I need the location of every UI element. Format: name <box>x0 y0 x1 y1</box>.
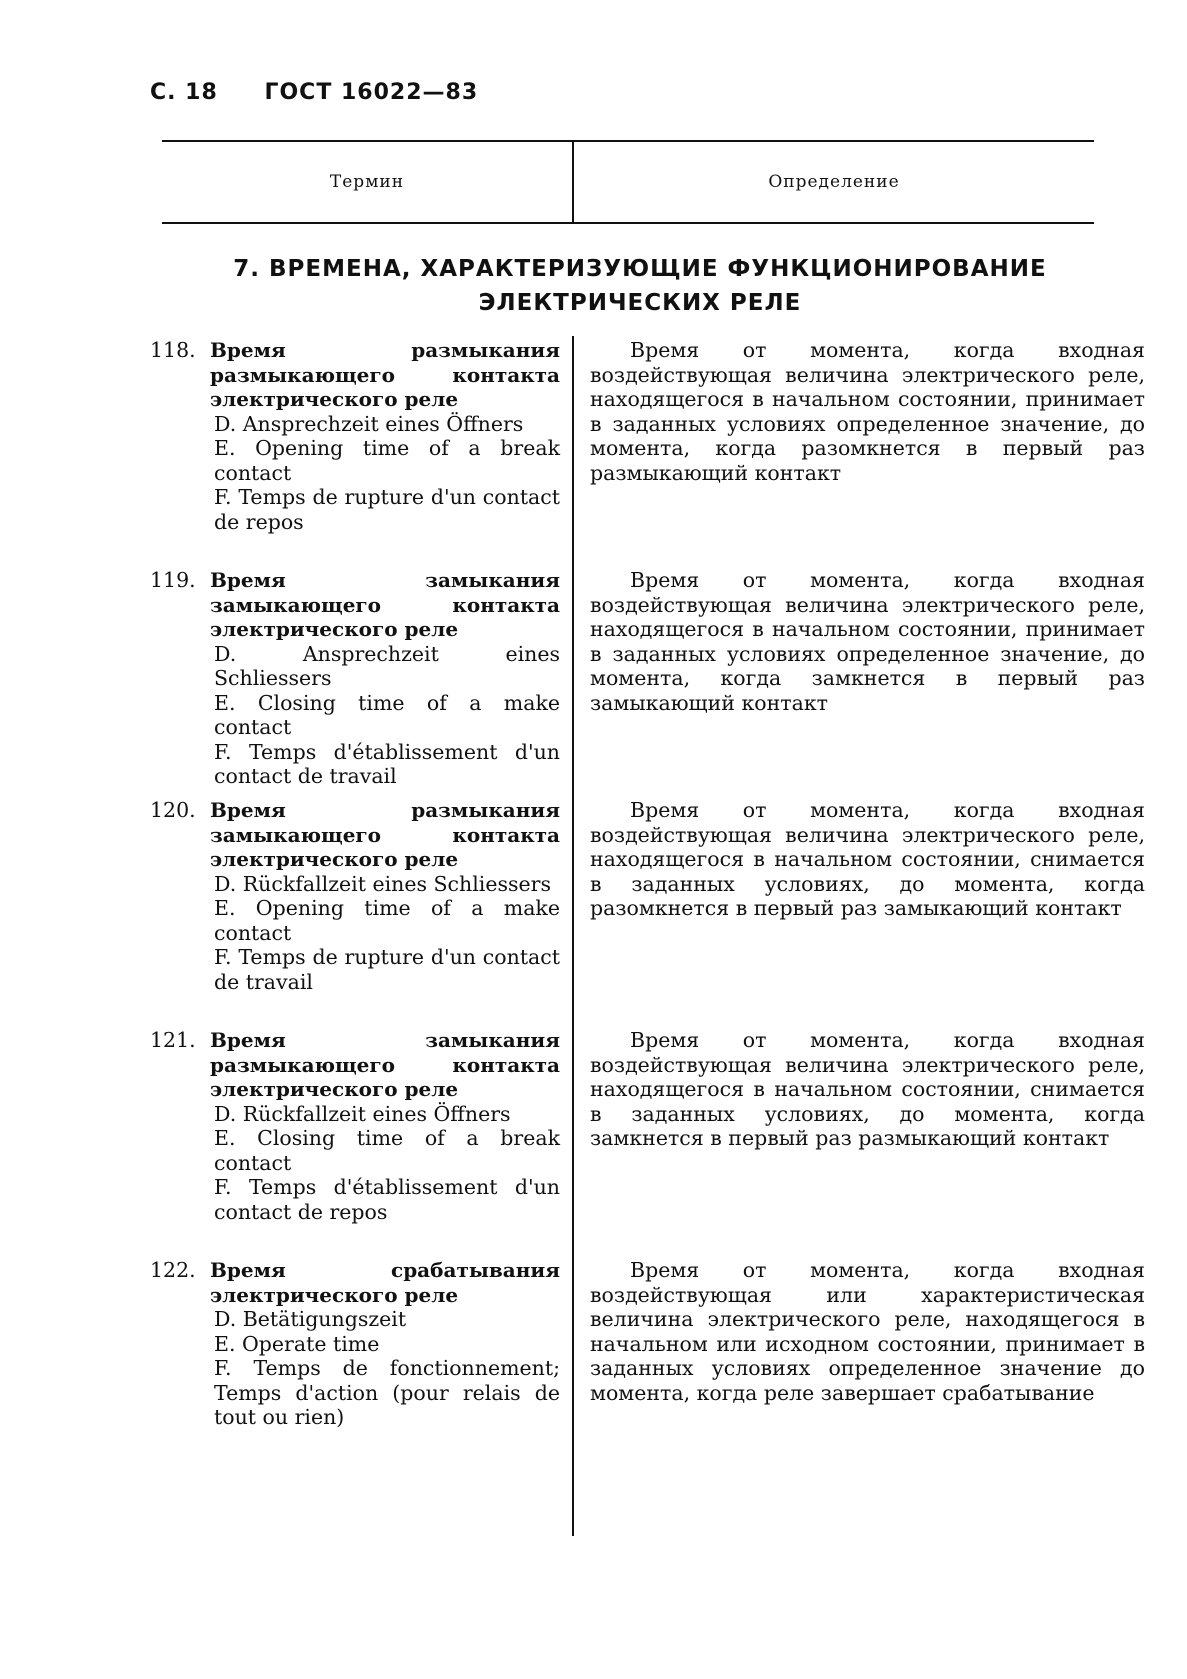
table-header-bottom-rule <box>162 222 1094 224</box>
term-german: D. Betätigungszeit <box>214 1307 407 1331</box>
term-number: 120. <box>150 798 196 822</box>
term-number: 119. <box>150 568 196 592</box>
term-english: E. Opening time of a make contact <box>214 896 560 945</box>
term-russian: Время размыкания размыкающего контакта электрического реле <box>210 338 560 411</box>
term-german: D. Rückfallzeit eines Öffners <box>214 1101 511 1126</box>
table-top-rule <box>162 140 1094 142</box>
term-english: E. Operate time <box>214 1331 380 1356</box>
term-russian: Время замыкания размыкающего контакта электрического реле <box>210 1028 560 1101</box>
definition-cell: Время от момента, когда входная воздействующая величина электрического реле, находящегося в начальном состоянии, принимает в заданных условиях определенное значение, до момента, когда замкнется в первый раз замыкающий контакт <box>590 568 1145 715</box>
term-cell <box>150 798 560 994</box>
term-french: F. Temps de rupture d'un contact de travail <box>214 945 560 994</box>
page-number: С. 18 <box>150 80 218 105</box>
term-german: D. Ansprechzeit eines Schliessers <box>214 641 560 690</box>
column-header-definition: Определение <box>768 172 900 192</box>
column-header-term: Термин <box>329 172 405 192</box>
term-number: 121. <box>150 1028 196 1052</box>
term-cell <box>150 1258 560 1430</box>
section-title <box>230 252 1050 320</box>
term-german: D. Ansprechzeit eines Öffners <box>214 411 524 436</box>
term-russian: Время срабатывания электрического реле <box>210 1258 560 1307</box>
term-french: F. Temps d'établissement d'un contact de travail <box>214 739 560 788</box>
page-header <box>150 80 478 105</box>
section-title-line-1: 7. ВРЕМЕНА, ХАРАКТЕРИЗУЮЩИЕ ФУНКЦИОНИРОВАНИЕ <box>233 256 1047 282</box>
definition-cell: Время от момента, когда входная воздействующая величина электрического реле, находящегося в начальном состоянии, принимает в заданных условиях определенное значение, до момента, когда разомкнется в первый раз размыкающий контакт <box>590 338 1145 485</box>
definition-cell: Время от момента, когда входная воздействующая величина электрического реле, находящегося в начальном состоянии, снимается в заданных условиях, до момента, когда замкнется в первый раз размыкающий контакт <box>590 1028 1145 1150</box>
section-title-line-2: ЭЛЕКТРИЧЕСКИХ РЕЛЕ <box>478 290 802 316</box>
term-english: E. Opening time of a break contact <box>214 436 560 485</box>
term-german: D. Rückfallzeit eines Schliessers <box>214 871 551 896</box>
table-column-divider <box>572 336 574 1536</box>
definition-cell: Время от момента, когда входная воздействующая величина электрического реле, находящегося в начальном состоянии, снимается в заданных условиях, до момента, когда разомкнется в первый раз замыкающий контакт <box>590 798 1145 920</box>
term-number: 118. <box>150 338 196 362</box>
standard-code: ГОСТ 16022—83 <box>264 80 479 105</box>
term-russian: Время размыкания замыкающего контакта электрического реле <box>210 798 560 871</box>
definition-cell: Время от момента, когда входная воздействующая или характеристическая величина электрического реле, находящегося в начальном или исходном состоянии, принимает в заданных условиях определенное значение до момента, когда реле завершает срабатывание <box>590 1258 1145 1405</box>
term-french: F. Temps de fonctionnement; Temps d'action (pour relais de tout ou rien) <box>214 1356 560 1429</box>
term-number: 122. <box>150 1258 196 1282</box>
term-english: E. Closing time of a make contact <box>214 690 560 739</box>
term-cell <box>150 338 560 534</box>
term-english: E. Closing time of a break contact <box>214 1126 560 1175</box>
term-french: F. Temps d'établissement d'un contact de repos <box>214 1175 560 1224</box>
term-cell <box>150 1028 560 1224</box>
term-french: F. Temps de rupture d'un contact de repos <box>214 485 560 534</box>
term-russian: Время замыкания замыкающего контакта электрического реле <box>210 568 560 641</box>
term-cell <box>150 568 560 789</box>
